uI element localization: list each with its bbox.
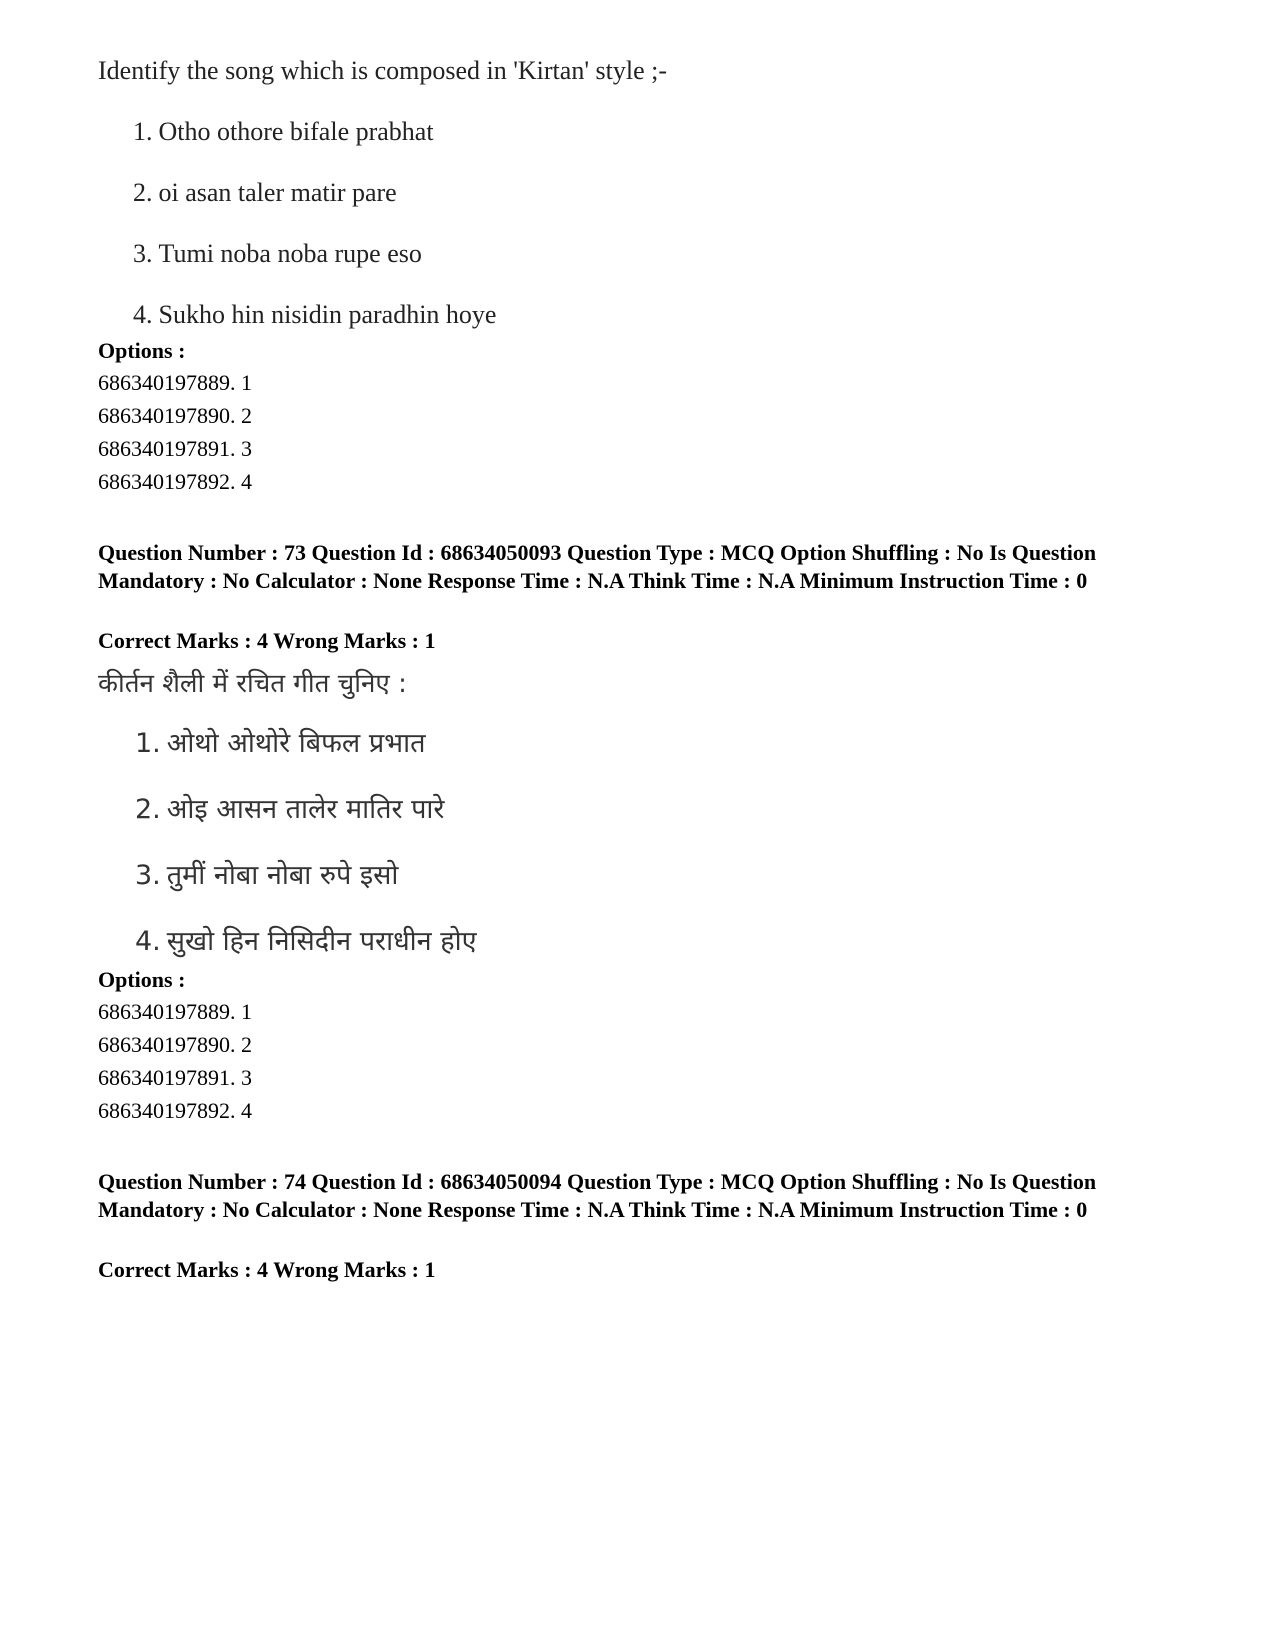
question-item xyxy=(133,302,496,328)
question-item-number: 4. xyxy=(135,926,161,957)
question-item-text: तुमीं नोबा नोबा रुपे इसो xyxy=(166,860,399,891)
option-line: 686340197889. 1 xyxy=(98,370,252,395)
question-text: कीर्तन शैली में रचित गीत चुनिए : xyxy=(98,669,407,699)
question-item-text: Sukho hin nisidin paradhin hoye xyxy=(158,300,497,329)
question-item-text: Otho othore bifale prabhat xyxy=(158,117,434,146)
question-item xyxy=(135,862,398,889)
question-item xyxy=(135,730,426,757)
option-line: 686340197890. 2 xyxy=(98,1032,252,1057)
marks-line: Correct Marks : 4 Wrong Marks : 1 xyxy=(98,628,436,653)
question-item-number: 2. xyxy=(135,794,161,825)
option-line: 686340197891. 3 xyxy=(98,436,252,461)
question-item-number: 3. xyxy=(133,239,153,268)
question-item xyxy=(133,241,422,267)
marks-line: Correct Marks : 4 Wrong Marks : 1 xyxy=(98,1257,436,1282)
question-item xyxy=(135,928,477,955)
question-item-text: Tumi noba noba rupe eso xyxy=(158,239,422,268)
question-item xyxy=(135,796,444,823)
option-line: 686340197892. 4 xyxy=(98,469,252,494)
options-label: Options : xyxy=(98,338,186,363)
question-item-text: सुखो हिन निसिदीन पराधीन होए xyxy=(166,926,477,957)
question-item-number: 1. xyxy=(135,728,161,759)
question-item-text: ओथो ओथोरे बिफल प्रभात xyxy=(166,728,426,759)
question-item-number: 1. xyxy=(133,117,153,146)
question-item-text: ओइ आसन तालेर मातिर पारे xyxy=(166,794,445,825)
question-item xyxy=(133,180,397,206)
question-meta: Question Number : 73 Question Id : 68634050093 Question Type : MCQ Option Shuffling : No Is Question Mandatory : No Calculator : None Response Time : N.A Think Time : N.A Minimum Instruction Time : 0 xyxy=(98,540,1097,593)
question-item-number: 2. xyxy=(133,178,153,207)
option-line: 686340197889. 1 xyxy=(98,999,252,1024)
question-item-number: 3. xyxy=(135,860,161,891)
option-line: 686340197891. 3 xyxy=(98,1065,252,1090)
options-label: Options : xyxy=(98,967,186,992)
question-item xyxy=(133,119,434,145)
question-text: Identify the song which is composed in 'Kirtan' style ;- xyxy=(98,56,667,85)
question-item-number: 4. xyxy=(133,300,153,329)
option-line: 686340197892. 4 xyxy=(98,1098,252,1123)
question-item-text: oi asan taler matir pare xyxy=(158,178,397,207)
question-meta: Question Number : 74 Question Id : 68634050094 Question Type : MCQ Option Shuffling : No Is Question Mandatory : No Calculator : None Response Time : N.A Think Time : N.A Minimum Instruction Time : 0 xyxy=(98,1169,1097,1222)
option-line: 686340197890. 2 xyxy=(98,403,252,428)
